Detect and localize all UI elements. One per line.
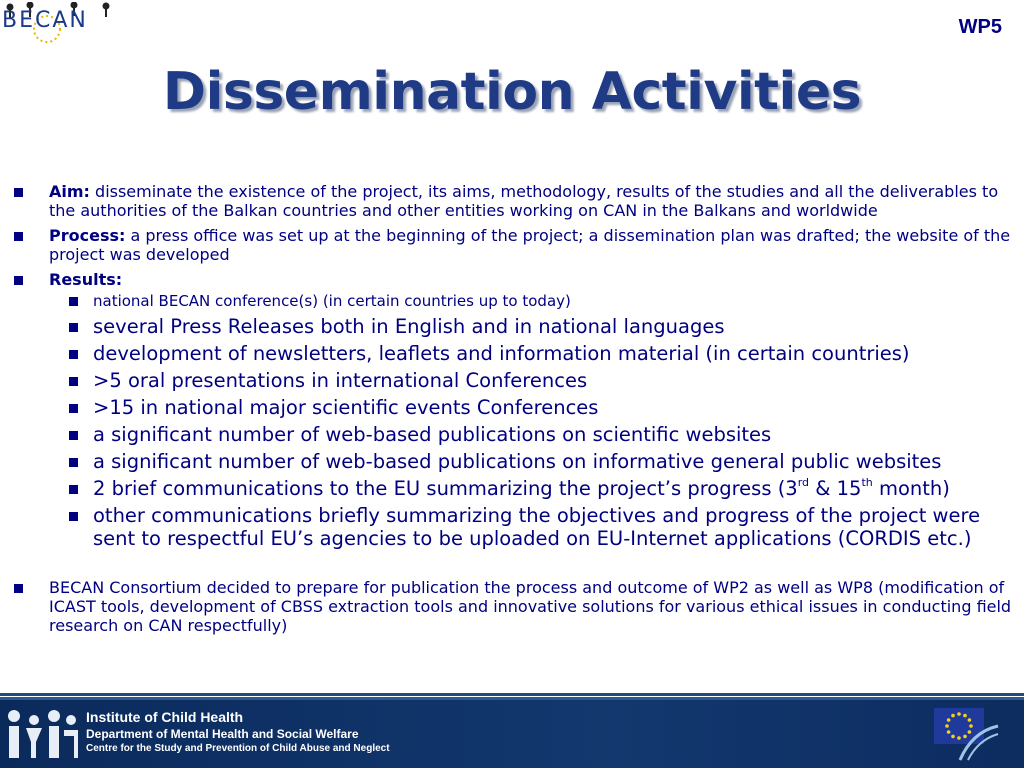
results-bullet [12, 270, 1012, 289]
result-item [12, 315, 1012, 338]
result-item [12, 450, 1012, 473]
result-item [12, 396, 1012, 419]
brief-text-post: month) [872, 477, 950, 500]
result-item-text: several Press Releases both in English and in national languages [93, 315, 725, 338]
brief-sup-rd: rd [797, 475, 810, 489]
wp-label: WP5 [958, 16, 1002, 38]
square-bullet-icon [69, 323, 78, 332]
square-bullet-icon [14, 188, 23, 197]
square-bullet-icon [69, 350, 78, 359]
consortium-bullet [12, 578, 1012, 635]
result-item-text: national BECAN conference(s) (in certain countries up to today) [93, 292, 571, 310]
square-bullet-icon [69, 377, 78, 386]
result-item-text: development of newsletters, leaflets and information material (in certain countries) [93, 342, 910, 365]
square-bullet-icon [69, 404, 78, 413]
institute-logo [4, 706, 80, 762]
logo-text: BECAN [2, 8, 88, 33]
result-item [12, 423, 1012, 446]
square-bullet-icon [69, 297, 78, 306]
result-item [12, 504, 1012, 550]
footer-line-1: Institute of Child Health [86, 709, 244, 725]
brief-text-pre: 2 brief communications to the EU summarizing the project’s progress (3 [93, 477, 798, 500]
result-item-text: other communications briefly summarizing the objectives and progress of the project were sent to respectful EU’s agencies to be uploaded on EU-Internet applications (CORDIS etc.) [93, 504, 981, 550]
aim-text: disseminate the existence of the project, its aims, methodology, results of the studies and all the deliverables to the authorities of the Balkan countries and other entities working on CAN in the Balkans and worldwide [49, 182, 999, 220]
brief-sup-th: th [861, 475, 873, 489]
footer-line-2: Department of Mental Health and Social Welfare [86, 727, 359, 741]
brief-text-mid: & 15 [809, 477, 862, 500]
consortium-text: BECAN Consortium decided to prepare for publication the process and outcome of WP2 as well as WP8 (modification of ICAST tools, development of CBSS extraction tools and innovative solutions for various ethical issues in conducting field research on CAN respectfully) [49, 578, 1012, 635]
process-bullet [12, 226, 1012, 264]
page-title: Dissemination Activities [162, 62, 862, 122]
square-bullet-icon [14, 276, 23, 285]
square-bullet-icon [69, 485, 78, 494]
result-item-text: >5 oral presentations in international Conferences [93, 369, 588, 392]
result-item-brief [12, 477, 1012, 500]
slide-content [12, 182, 1012, 641]
result-item-text: >15 in national major scientific events Conferences [93, 396, 599, 419]
result-item-text: a significant number of web-based publications on informative general public websites [93, 450, 942, 473]
results-label: Results: [49, 270, 123, 289]
process-text: a press office was set up at the beginning of the project; a dissemination plan was drafted; the website of the project was developed [49, 226, 1011, 264]
becan-logo [0, 2, 126, 48]
aim-bullet [12, 182, 1012, 220]
result-item [12, 342, 1012, 365]
footer-text [86, 708, 390, 756]
result-item [12, 292, 1012, 311]
result-item-text: a significant number of web-based publications on scientific websites [93, 423, 772, 446]
square-bullet-icon [14, 584, 23, 593]
square-bullet-icon [69, 512, 78, 521]
footer-banner [0, 697, 1024, 768]
result-item [12, 369, 1012, 392]
aim-label: Aim: [49, 182, 90, 201]
square-bullet-icon [69, 458, 78, 467]
footer-line-3: Centre for the Study and Prevention of Child Abuse and Neglect [86, 743, 390, 754]
research-logo-icon [956, 722, 1000, 762]
square-bullet-icon [14, 232, 23, 241]
process-label: Process: [49, 226, 126, 245]
square-bullet-icon [69, 431, 78, 440]
